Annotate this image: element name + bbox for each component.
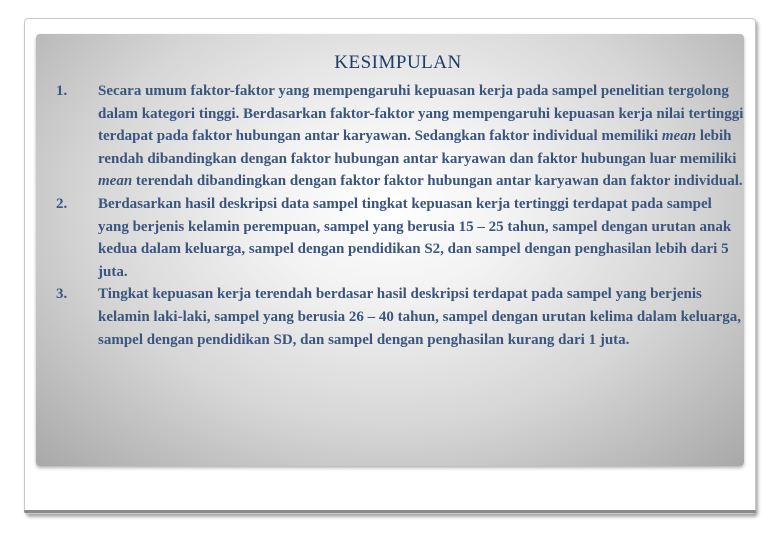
slide-title: KESIMPULAN [334, 52, 462, 73]
bottom-rule [24, 510, 756, 513]
term-mean: mean [661, 128, 697, 145]
list-item-number: 1. [56, 83, 68, 99]
list-item-text: Tingkat kepuasan kerja terendah berdasar hasil deskripsi terdapat pada sampel yang berjenis kelamin laki-laki, sampel yang berusia 26 – 40 tahun, sampel dengan urutan kelima dalam keluarga, sampel dengan pendidikan SD, dan sampel dengan penghasilan kurang dari 1 juta. [98, 286, 742, 348]
list-item-text: Berdasarkan hasil deskripsi data sampel tingkat kepuasan kerja tertinggi terdapat pada sampel yang berjenis kelamin perempuan, sampel yang berusia 15 – 25 tahun, sampel dengan urutan anak kedua dalam keluarga, sampel dengan pendidikan S2, dan sampel dengan penghasilan lebih dari 5 juta. [98, 195, 732, 280]
list-item-number: 2. [56, 195, 68, 212]
list-item-number: 3. [56, 286, 68, 303]
term-mean: mean [98, 173, 133, 190]
list-item [56, 193, 746, 283]
conclusion-list [56, 80, 746, 351]
list-item [56, 283, 746, 351]
list-item [56, 80, 746, 193]
list-item-text: Secara umum faktor-faktor yang mempengaruhi kepuasan kerja pada sampel penelitian tergolong dalam kategori tinggi. Berdasarkan faktor-faktor yang mempengaruhi kepuasan kerja nilai tertinggi terdapat pada faktor hubungan antar karyawan. Sedangkan faktor individual memiliki mean lebih rendah dibandingkan dengan faktor hubungan antar karyawan dan faktor hubungan luar memiliki mean terendah dibandingkan dengan faktor faktor hubungan antar karyawan dan faktor individual. [98, 83, 744, 190]
